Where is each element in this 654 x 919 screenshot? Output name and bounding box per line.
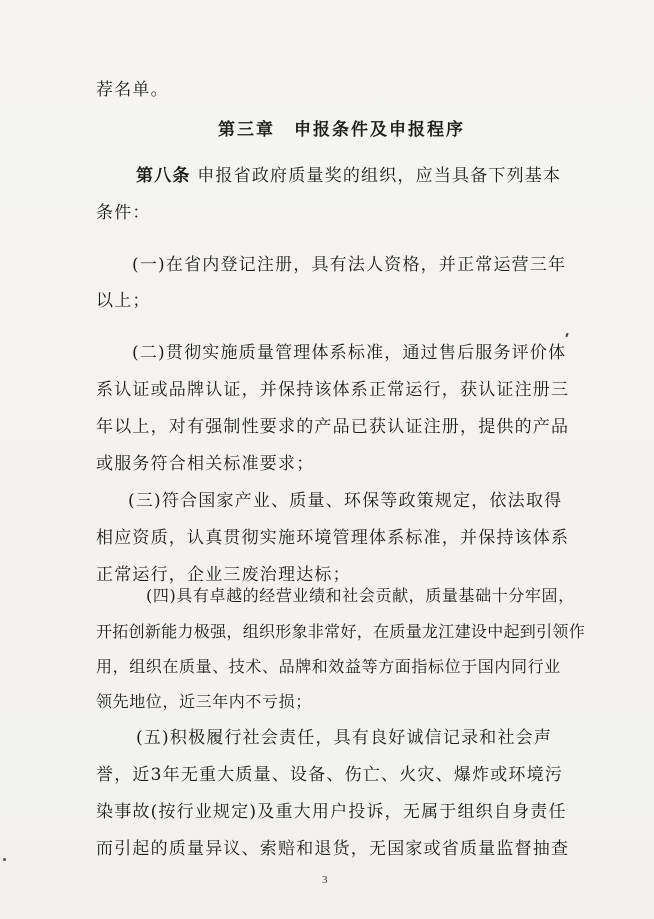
- scan-artifact-mark: [565, 333, 568, 337]
- item-4-line-3: 用，组织在质量、技术、品牌和效益等方面指标位于国内同行业: [96, 657, 561, 676]
- item-3-line-1: (三)符合国家产业、质量、环保等政策规定，依法取得: [128, 491, 563, 511]
- item-1-line-1: (一)在省内登记注册，具有法人资格，并正常运营三年: [132, 255, 567, 275]
- item-4-line-4: 领先地位，近三年内不亏损；: [96, 692, 312, 711]
- article-8-line-2: 条件：: [96, 203, 151, 223]
- article-8-text: 申报省政府质量奖的组织，应当具备下列基本: [197, 166, 562, 186]
- scan-artifact-dot: [3, 858, 6, 861]
- item-1-line-2: 以上；: [96, 291, 151, 311]
- item-3-line-3: 正常运行，企业三废治理达标；: [96, 565, 351, 585]
- item-2-line-2: 系认证或品牌认证，并保持该体系正常运行，获认证注册三: [96, 380, 570, 400]
- item-4-line-1: (四)具有卓越的经营业绩和社会贡献，质量基础十分牢固，: [146, 586, 575, 605]
- item-2-line-4: 或服务符合相关标准要求；: [96, 454, 315, 474]
- item-3-line-2: 相应资质，认真贯彻实施环境管理体系标准，并保持该体系: [96, 528, 570, 548]
- article-8-label: 第八条: [136, 166, 191, 186]
- item-4-line-2: 开拓创新能力极强，组织形象非常好，在质量龙江建设中起到引领作: [96, 622, 586, 641]
- item-5-line-2: 誉，近3年无重大质量、设备、伤亡、火灾、爆炸或环境污: [96, 765, 564, 785]
- item-2-line-3: 年以上，对有强制性要求的产品已获认证注册，提供的产品: [96, 417, 570, 437]
- article-8-line-1: [136, 166, 561, 186]
- item-2-line-1: (二)贯彻实施质量管理体系标准，通过售后服务评价体: [132, 343, 567, 363]
- continuation-text: 荐名单。: [96, 80, 169, 100]
- chapter-heading: 第三章 申报条件及申报程序: [218, 120, 465, 140]
- item-5-line-3: 染事故(按行业规定)及重大用户投诉，无属于组织自身责任: [96, 802, 567, 822]
- item-5-line-1: (五)积极履行社会责任，具有良好诚信记录和社会声: [136, 728, 553, 748]
- item-5-line-4: 而引起的质量异议、索赔和退货，无国家或省质量监督抽查: [96, 839, 570, 859]
- page-number: 3: [322, 874, 328, 886]
